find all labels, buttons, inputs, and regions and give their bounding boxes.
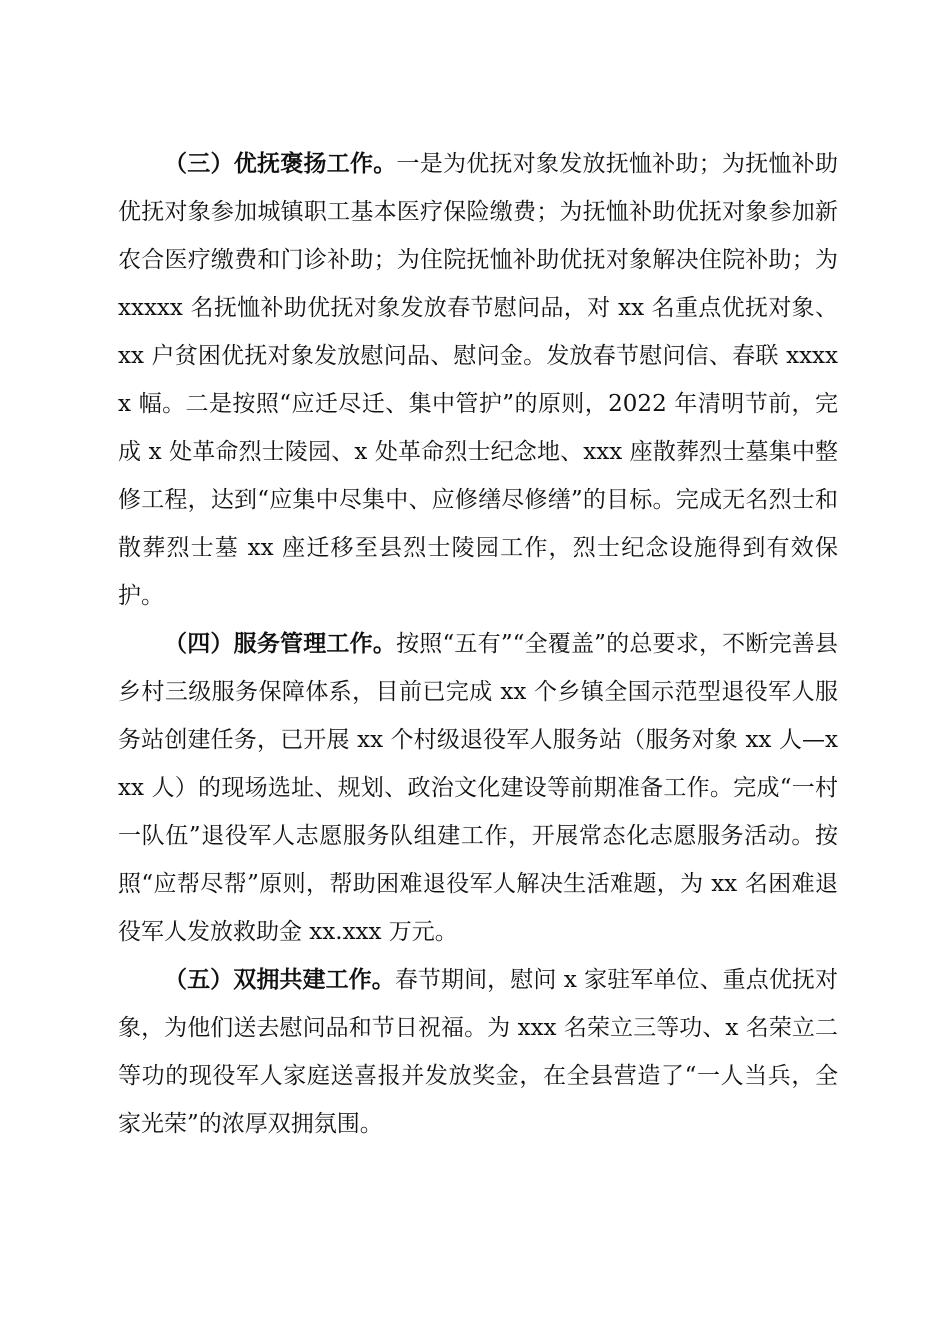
paragraph-heading: （三）优抚褒扬工作。 (164, 151, 397, 177)
paragraph-fuwu-guanli (118, 620, 838, 956)
paragraph-text: 按照“五有”“全覆盖”的总要求，不断完善县乡村三级服务保障体系，目前已完成 xx 个乡镇全国示范型退役军人服务站创建任务，已开展 xx 个村级退役军人服务站（服务对象 xx 人—xxx 人）的现场选址、规划、政治文化建设等前期准备工作。完成“一村一队伍”退役军人志愿服务队组建工作，开展常态化志愿服务活动。按照“应帮尽帮”原则，帮助困难退役军人解决生活难题，为 xx 名困难退役军人发放救助金 xx.xxx 万元。 (118, 631, 838, 945)
paragraph-text: 一是为优抚对象发放抚恤补助；为抚恤补助优抚对象参加城镇职工基本医疗保险缴费；为抚恤补助优抚对象参加新农合医疗缴费和门诊补助；为住院抚恤补助优抚对象解决住院补助；为 xxxxx 名抚恤补助优抚对象发放春节慰问品，对 xx 名重点优抚对象、xx 户贫困优抚对象发放慰问品、慰问金。发放春节慰问信、春联 xxxxx 幅。二是按照“应迁尽迁、集中管护”的原则，2022 年清明节前，完成 x 处革命烈士陵园、x 处革命烈士纪念地、xxx 座散葬烈士墓集中整修工程，达到“应集中尽集中、应修缮尽修缮”的目标。完成无名烈士和散葬烈士墓 xx 座迁移至县烈士陵园工作，烈士纪念设施得到有效保护。 (118, 151, 838, 609)
paragraph-heading: （四）服务管理工作。 (164, 631, 397, 657)
paragraph-shuangyong-gongjian (118, 956, 838, 1148)
paragraph-heading: （五）双拥共建工作。 (164, 967, 395, 993)
paragraph-text: 春节期间，慰问 x 家驻军单位、重点优抚对象，为他们送去慰问品和节日祝福。为 xxx 名荣立三等功、x 名荣立二等功的现役军人家庭送喜报并发放奖金，在全县营造了“一人当兵，全家光荣”的浓厚双拥氛围。 (118, 967, 839, 1137)
paragraph-youfu-baoyang (118, 140, 838, 620)
document-body (118, 140, 838, 1148)
